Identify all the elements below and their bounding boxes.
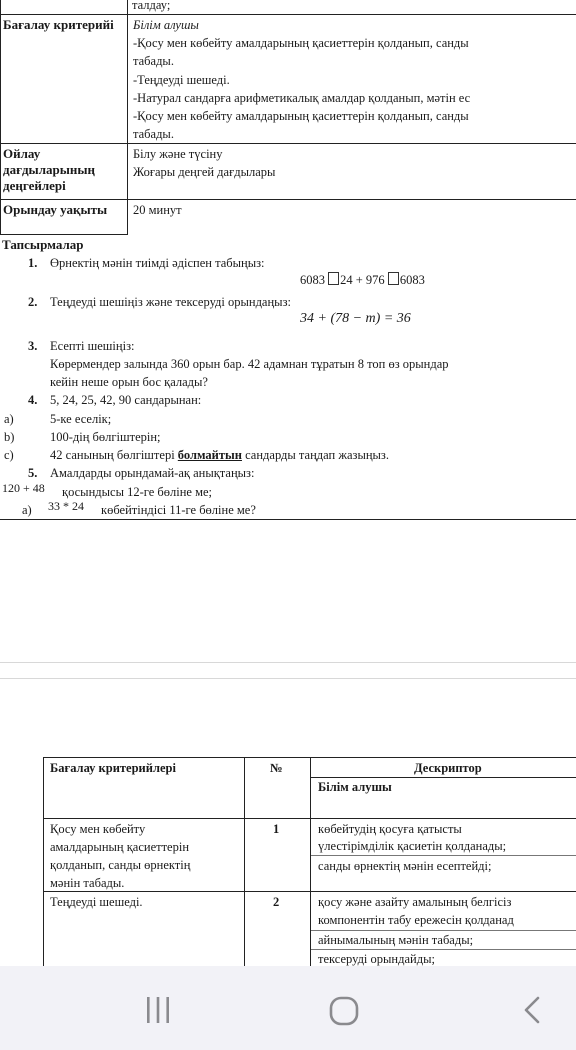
descriptor-line: тексеруді орындайды; [318, 952, 435, 966]
task3-problem-line: Көрермендер залында 360 орын бар. 42 адамнан тұратын 8 топ өз орындар [50, 357, 449, 371]
sub-expression: 120 + 48 [2, 481, 45, 495]
table-rule [0, 14, 576, 15]
navigation-bar [0, 966, 576, 1050]
recent-apps-button[interactable] [140, 992, 176, 1028]
criteria-line: Білім алушы [133, 18, 199, 32]
top-fragment: талдау; [132, 0, 171, 12]
descriptor-line: қосу және азайту амалының белгісіз [318, 895, 512, 909]
descriptor-line: санды өрнектің мәнін есептейді; [318, 859, 492, 873]
criteria-line: -Натурал сандарға арифметикалық амалдар қолданып, мәтін ес [133, 91, 471, 105]
time-value: 20 минут [133, 203, 182, 217]
expr-part: 6083 [399, 273, 425, 287]
criteria-cell-line: Теңдеуді шешеді. [50, 895, 143, 909]
table-rule [127, 0, 128, 234]
home-icon [325, 992, 363, 1030]
row-label-time: Орындау уақыты [3, 202, 108, 217]
section-rule [0, 519, 576, 520]
item-letter: a) [4, 412, 14, 426]
row-label-criteria: Бағалау критерийі [3, 17, 114, 32]
page-divider [0, 678, 576, 679]
table-rule [0, 199, 576, 200]
item-letter: b) [4, 430, 15, 444]
row-label-thinking: Ойлау дағдыларының деңгейлері [3, 146, 96, 193]
task-text: 5, 24, 25, 42, 90 сандарынан: [50, 393, 202, 407]
task2-equation: 34 + (78 − m) = 36 [300, 311, 411, 326]
criteria-cell-line: мәнін табады. [50, 876, 125, 890]
descriptor-line: көбейтудің қосуға қатысты [318, 822, 462, 836]
table-rule [0, 234, 128, 235]
task-text: Есепті шешіңіз: [50, 339, 135, 353]
criteria-line: -Қосу мен көбейту амалдарының қасиеттерін қолданып, санды [133, 36, 469, 50]
table-rule [310, 757, 311, 966]
item-letter: c) [4, 448, 14, 462]
recent-apps-icon [140, 992, 176, 1028]
table-rule [244, 757, 245, 966]
sub-expression: 33 * 24 [48, 499, 84, 513]
emphasis-text: болмайтын [177, 448, 242, 462]
task-number: 5. [28, 466, 38, 480]
home-button[interactable] [325, 992, 363, 1030]
descriptor-line: компонентін табу ережесін қолданад [318, 913, 514, 927]
criteria-line: -Теңдеуді шешеді. [133, 73, 230, 87]
sub-text: қосындысы 12-ге бөліне ме; [62, 485, 213, 499]
task-number: 2. [28, 295, 38, 309]
task3-problem-line: кейін неше орын бос қалады? [50, 375, 208, 389]
task-number: 4. [28, 393, 38, 407]
sub-text: көбейтіндісі 11-ге бөліне ме? [101, 503, 256, 517]
missing-sign-box [388, 272, 399, 285]
task-number: 1. [28, 256, 38, 270]
row-number: 1 [273, 822, 280, 836]
text-part: сандарды таңдап жазыңыз. [241, 448, 389, 462]
task-number: 3. [28, 339, 38, 353]
missing-sign-box [328, 272, 339, 285]
table-rule [0, 0, 1, 234]
criteria-line: -Қосу мен көбейту амалдарының қасиеттерін қолданып, санды [133, 109, 469, 123]
expr-part: 24 + 976 [340, 273, 385, 287]
table-rule [43, 757, 44, 966]
header-criteria: Бағалау критерийлері [50, 761, 176, 775]
criteria-line: табады. [133, 54, 174, 68]
task-text: Амалдарды орындамай-ақ анықтаңыз: [50, 466, 255, 480]
criteria-cell-line: Қосу мен көбейту [50, 822, 146, 836]
back-button[interactable] [516, 992, 552, 1028]
page-divider [0, 662, 576, 663]
item-text: 5-ке еселік; [50, 412, 112, 426]
text-part: 42 санының бөлгіштері [50, 448, 178, 462]
thinking-line: Білу және түсіну [133, 147, 223, 161]
criteria-cell-line: қолданып, санды өрнектің [50, 858, 191, 872]
header-number: № [270, 761, 283, 775]
item-letter: a) [22, 503, 32, 517]
item-text: 100-дің бөлгіштерін; [50, 430, 161, 444]
expr-part: 6083 [300, 273, 325, 287]
table-rule [310, 949, 576, 950]
criteria-cell-line: амалдарының қасиеттерін [50, 840, 190, 854]
task-text: Теңдеуді шешіңіз және тексеруді орындаңыз: [50, 295, 291, 309]
descriptor-line: үлестірімділік қасиетін қолданады; [318, 839, 507, 853]
table-rule [310, 855, 576, 856]
thinking-line: Жоғары деңгей дағдылары [133, 165, 276, 179]
item-text [50, 447, 389, 463]
back-icon [516, 992, 552, 1028]
tasks-heading: Тапсырмалар [2, 237, 84, 252]
header-sub: Білім алушы [318, 780, 392, 794]
task1-expression [300, 272, 425, 288]
table-rule [0, 143, 576, 144]
descriptor-line: айнымалының мәнін табады; [318, 933, 474, 947]
criteria-line: табады. [133, 127, 174, 141]
task-text: Өрнектің мәнін тиімді әдіспен табыңыз: [50, 256, 265, 270]
row-number: 2 [273, 895, 280, 909]
table-rule [310, 930, 576, 931]
table-rule [310, 777, 576, 778]
header-descriptor: Дескриптор [414, 761, 482, 775]
